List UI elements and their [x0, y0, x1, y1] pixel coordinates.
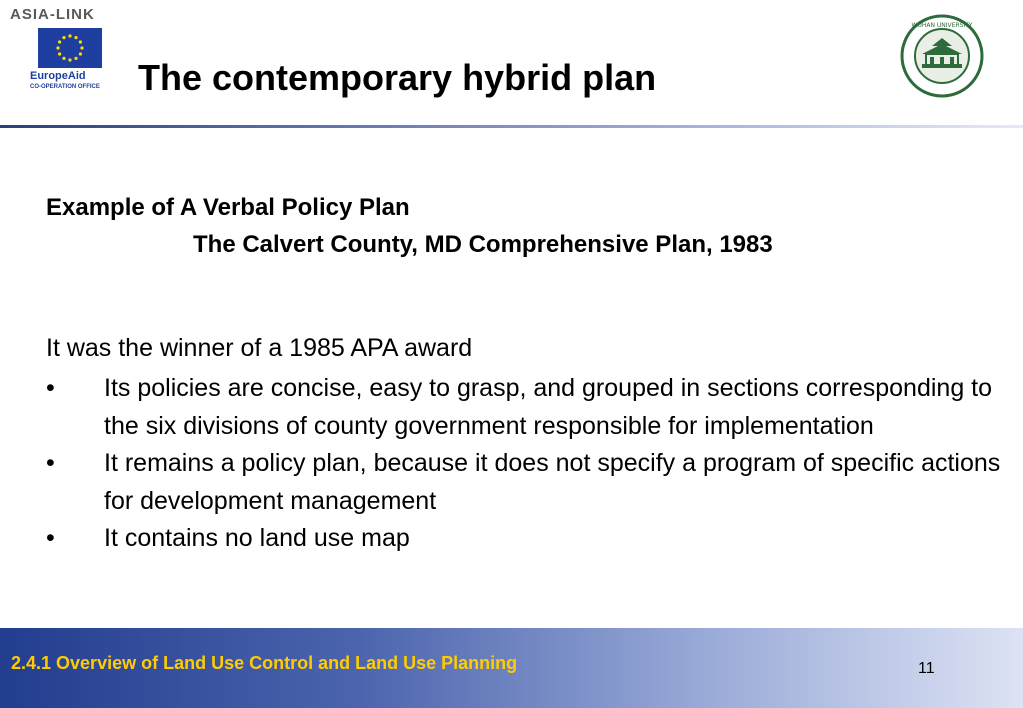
- wuhan-university-seal-icon: [900, 14, 984, 98]
- bullet-text: It remains a policy plan, because it does not specify a program of specific actions for development management: [104, 449, 1001, 515]
- bullet-text: Its policies are concise, easy to grasp, and grouped in sections corresponding to the six divisions of county government responsible for implementation: [104, 374, 993, 440]
- europeaid-wordmark: EuropeAid: [30, 70, 86, 82]
- page-number: 11: [918, 660, 935, 677]
- seal-text: WUHAN UNIVERSITY: [911, 22, 973, 29]
- list-item: [46, 445, 1006, 520]
- bullet-text: It contains no land use map: [104, 524, 410, 552]
- example-heading: Example of A Verbal Policy Plan: [46, 194, 410, 221]
- bullet-marker: •: [46, 524, 55, 552]
- list-item: [46, 370, 1006, 445]
- footer-section-title: 2.4.1 Overview of Land Use Control and Land Use Planning: [11, 653, 518, 673]
- slide-title: The contemporary hybrid plan: [138, 57, 657, 98]
- bullet-marker: •: [46, 449, 55, 477]
- asia-link-wordmark: ASIA-LINK: [10, 6, 95, 23]
- list-item: [46, 520, 1006, 558]
- bullet-list: [46, 370, 1006, 558]
- cooperation-office-label: CO-OPERATION OFFICE: [30, 84, 100, 90]
- header-divider: [0, 125, 1023, 128]
- intro-text: It was the winner of a 1985 APA award: [46, 334, 473, 362]
- eu-flag-icon: [38, 28, 102, 68]
- plan-name-heading: The Calvert County, MD Comprehensive Plan, 1983: [193, 231, 773, 258]
- bullet-marker: •: [46, 374, 55, 402]
